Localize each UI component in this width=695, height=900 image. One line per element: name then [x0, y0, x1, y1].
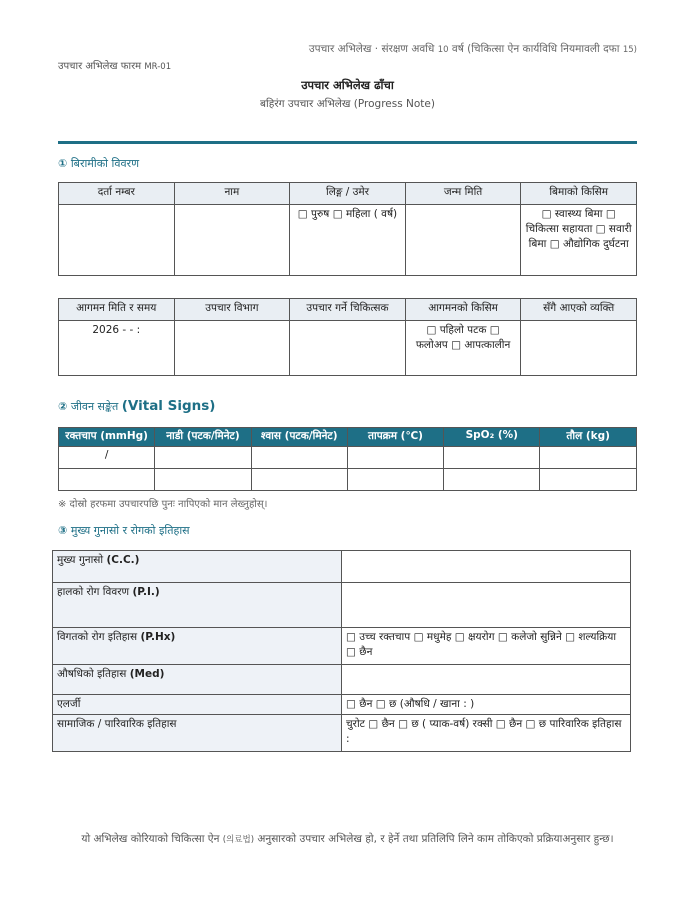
- medication-history-label: औषधिको इतिहास (Med): [53, 665, 342, 695]
- col-temperature: तापक्रम (℃): [347, 428, 443, 447]
- weight-recheck-field[interactable]: [540, 469, 637, 491]
- physician-field[interactable]: [290, 321, 406, 376]
- temperature-recheck-field[interactable]: [347, 469, 443, 491]
- footer-law-name: (의료법): [222, 835, 255, 845]
- form-id: [58, 58, 171, 72]
- allergy-label: एलर्जी: [53, 695, 342, 715]
- col-blood-pressure: रक्तचाप (mmHg): [59, 428, 155, 447]
- section-history-heading: [58, 523, 190, 538]
- vital-signs-table: [58, 427, 637, 491]
- medication-history-field[interactable]: [342, 665, 631, 695]
- chief-complaint-label: मुख्य गुनासो (C.C.): [53, 551, 342, 583]
- col-physician: उपचार गर्ने चिकित्सक: [290, 299, 406, 321]
- birth-date-field[interactable]: [405, 205, 521, 276]
- past-history-field[interactable]: □ उच्च रक्तचाप □ मधुमेह □ क्षयरोग □ कलेजो सुन्निने □ शल्यक्रिया □ छैन: [342, 628, 631, 665]
- retention-suffix: वर्ष (चिकित्सा ऐन कार्यविधि नियमावली दफा: [451, 43, 620, 55]
- social-family-history-field[interactable]: चुरोट □ छैन □ छ ( प्याक-वर्ष) रक्सी □ छैन □ छ पारिवारिक इतिहास :: [342, 715, 631, 752]
- section-title: जीवन सङ्केत: [70, 400, 119, 413]
- col-name: नाम: [174, 183, 290, 205]
- col-gender-age: लिङ्ग / उमेर: [290, 183, 406, 205]
- registration-no-field[interactable]: [59, 205, 175, 276]
- temperature-field[interactable]: [347, 447, 443, 469]
- col-weight: तौल (kg): [540, 428, 637, 447]
- retention-text: उपचार अभिलेख · संरक्षण अवधि: [308, 43, 435, 55]
- section-title: बिरामीको विवरण: [70, 157, 140, 170]
- col-respiration: श्वास (पटक/मिनेट): [251, 428, 347, 447]
- retention-article: 15): [622, 45, 637, 55]
- section-number: ①: [58, 157, 68, 170]
- social-family-history-label: सामाजिक / पारिवारिक इतिहास: [53, 715, 342, 752]
- blood-pressure-field[interactable]: /: [59, 447, 155, 469]
- weight-field[interactable]: [540, 447, 637, 469]
- retention-years: 10: [437, 45, 449, 55]
- allergy-field[interactable]: □ छैन □ छ (औषधि / खाना : ): [342, 695, 631, 715]
- section-number: ③: [58, 524, 68, 537]
- col-spo2: SpO₂ (%): [444, 428, 540, 447]
- name-field[interactable]: [174, 205, 290, 276]
- section-title: मुख्य गुनासो र रोगको इतिहास: [70, 524, 190, 537]
- col-birth-date: जन्म मिति: [405, 183, 521, 205]
- respiration-field[interactable]: [251, 447, 347, 469]
- retention-notice: [309, 42, 637, 56]
- gender-age-field[interactable]: □ पुरुष □ महिला ( वर्ष): [290, 205, 406, 276]
- header-divider: [58, 141, 637, 144]
- col-companion: सँगै आएको व्यक्ति: [521, 299, 637, 321]
- blood-pressure-recheck-field[interactable]: [59, 469, 155, 491]
- page-subtitle: बहिरंग उपचार अभिलेख (Progress Note): [260, 98, 435, 110]
- col-department: उपचार विभाग: [174, 299, 290, 321]
- visit-info-table: [58, 298, 637, 376]
- footer-text-cont: अनुसारको उपचार अभिलेख हो, र हेर्ने तथा प्रतिलिपि लिने काम तोकिएको प्रक्रियाअनुसार हुन्छ।: [257, 833, 614, 845]
- col-arrival-datetime: आगमन मिति र समय: [59, 299, 175, 321]
- spo2-field[interactable]: [444, 447, 540, 469]
- footer-notice: [70, 831, 625, 848]
- col-pulse: नाडी (पटक/मिनेट): [155, 428, 251, 447]
- col-visit-type: आगमनको किसिम: [405, 299, 521, 321]
- pulse-field[interactable]: [155, 447, 251, 469]
- section-vitals-heading: [58, 398, 215, 414]
- present-illness-label: हालको रोग विवरण (P.I.): [53, 583, 342, 628]
- form-code: MR-01: [144, 62, 172, 72]
- col-insurance-type: बिमाको किसिम: [521, 183, 637, 205]
- visit-type-field[interactable]: □ पहिलो पटक □ फलोअप □ आपत्कालीन: [405, 321, 521, 376]
- patient-info-table: [58, 182, 637, 276]
- arrival-datetime-field[interactable]: 2026 - - :: [59, 321, 175, 376]
- chief-complaint-field[interactable]: [342, 551, 631, 583]
- col-registration-no: दर्ता नम्बर: [59, 183, 175, 205]
- past-history-label: विगतको रोग इतिहास (P.Hx): [53, 628, 342, 665]
- insurance-type-field[interactable]: □ स्वास्थ्य बिमा □ चिकित्सा सहायता □ सवारी बिमा □ औद्योगिक दुर्घटना: [521, 205, 637, 276]
- department-field[interactable]: [174, 321, 290, 376]
- vitals-note: ※ दोस्रो हरफमा उपचारपछि पुनः नापिएको मान लेख्नुहोस्।: [58, 499, 268, 510]
- history-table: [52, 550, 631, 752]
- footer-text: यो अभिलेख कोरियाको चिकित्सा ऐन: [81, 833, 220, 845]
- section-patient-info-heading: [58, 156, 139, 171]
- respiration-recheck-field[interactable]: [251, 469, 347, 491]
- section-number: ②: [58, 400, 68, 413]
- page-title: उपचार अभिलेख ढाँचा: [301, 78, 394, 92]
- present-illness-field[interactable]: [342, 583, 631, 628]
- form-label: उपचार अभिलेख फारम: [58, 61, 142, 72]
- pulse-recheck-field[interactable]: [155, 469, 251, 491]
- section-title-en: (Vital Signs): [121, 398, 216, 414]
- spo2-recheck-field[interactable]: [444, 469, 540, 491]
- companion-field[interactable]: [521, 321, 637, 376]
